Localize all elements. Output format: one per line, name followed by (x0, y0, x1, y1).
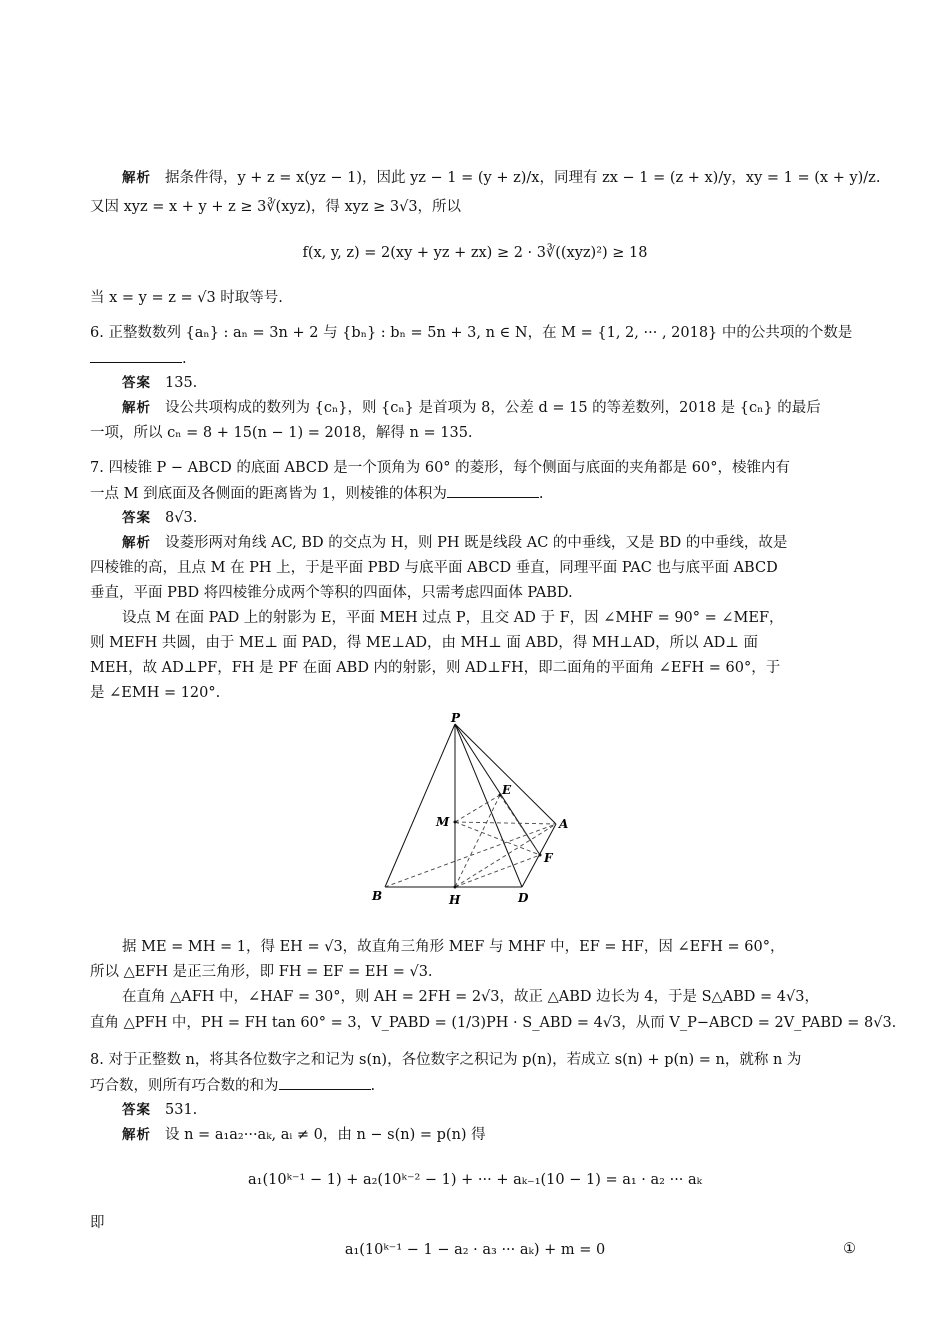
q8-ji: 即 (90, 1215, 105, 1231)
q7-solution-line-2: 四棱锥的高，且点 M 在 PH 上，于是平面 PBD 与底平面 ABCD 垂直，同理平面 PAC 也与底平面 ABCD (90, 560, 778, 576)
p5-solution-line-1 (122, 168, 880, 188)
q7-question-text: 一点 M 到底面及各侧面的距离皆为 1，则棱锥的体积为 (90, 486, 447, 502)
label-E: E (502, 783, 512, 797)
q8-question-text: 巧合数，则所有巧合数的和为 (90, 1078, 279, 1094)
answer-tag: 答案 (122, 510, 151, 526)
q8-question-line-2 (90, 1075, 375, 1096)
answer-blank (279, 1075, 371, 1090)
edge-MA (455, 822, 556, 824)
solution-tag: 解析 (122, 400, 151, 416)
q7-solution-line-11: 直角 △PFH 中，PH = FH tan 60° = 3，V_PABD = (1/3)PH · S_ABD = 4√3，从而 V_P−ABCD = 2V_PABD = 8√3. (90, 1015, 897, 1031)
q6-question-line-2 (90, 348, 187, 369)
edge-HF (455, 855, 540, 887)
solution-tag: 解析 (122, 170, 151, 186)
q7-solution-text: 设菱形两对角线 AC, BD 的交点为 H，则 PH 既是线段 AC 的中垂线，又是 BD 的中垂线，故是 (165, 535, 788, 551)
q6-solution-line-1 (122, 398, 821, 418)
q8-display-equation-2: a₁(10ᵏ⁻¹ − 1 − a₂ · a₃ ··· aₖ) + m = 0 (344, 1242, 606, 1258)
p5-solution-text: 据条件得，y + z = x(yz − 1)，因此 yz − 1 = (y + z)/x，同理有 zx − 1 = (z + x)/y，xy = 1 = (x + y)/z. (165, 170, 881, 186)
q7-solution-line-7: 是 ∠EMH = 120°. (90, 685, 221, 701)
p5-display-equation: f(x, y, z) = 2(xy + yz + zx) ≥ 2 · 3∛((xyz)²) ≥ 18 (302, 245, 648, 261)
q6-answer (122, 373, 197, 393)
q7-solution-line-6: MEH，故 AD⊥PF，FH 是 PF 在面 ABD 内的射影，则 AD⊥FH，即二面角的平面角 ∠EFH = 60°，于 (90, 660, 781, 676)
q7-solution-line-4: 设点 M 在面 PAD 上的射影为 E，平面 MEH 过点 P，且交 AD 于 F，因 ∠MHF = 90° = ∠MEF， (122, 610, 784, 626)
label-F: F (544, 851, 553, 865)
answer-tag: 答案 (122, 1102, 151, 1118)
answer-blank (90, 348, 182, 363)
point-H (454, 886, 457, 889)
q6-solution-line-2: 一项，所以 cₙ = 8 + 15(n − 1) = 2018，解得 n = 135. (90, 425, 473, 441)
q6-solution-text: 设公共项构成的数列为 {cₙ}，则 {cₙ} 是首项为 8，公差 d = 15 的等差数列，2018 是 {cₙ} 的最后 (165, 400, 821, 416)
q8-question-line-1: 8. 对于正整数 n，将其各位数字之和记为 s(n)，各位数字之积记为 p(n)，若成立 s(n) + p(n) = n，就称 n 为 (90, 1052, 802, 1068)
edge-PA (455, 724, 556, 824)
q8-answer (122, 1100, 197, 1120)
solution-tag: 解析 (122, 535, 151, 551)
edge-EH (455, 795, 500, 887)
q8-display-equation-1: a₁(10ᵏ⁻¹ − 1) + a₂(10ᵏ⁻² − 1) + ··· + aₖ₋₁(10 − 1) = a₁ · a₂ ··· aₖ (248, 1172, 702, 1188)
q8-answer-value: 531. (165, 1102, 198, 1118)
q7-solution-line-9: 所以 △EFH 是正三角形，即 FH = EF = EH = √3. (90, 964, 433, 980)
q7-answer (122, 508, 197, 528)
q7-question-line-2 (90, 483, 544, 504)
q7-solution-line-3: 垂直，平面 PBD 将四棱锥分成两个等积的四面体，只需考虑四面体 PABD. (90, 585, 573, 601)
p5-solution-line-2: 又因 xyz = x + y + z ≥ 3∛(xyz)，得 xyz ≥ 3√3，所以 (90, 199, 462, 215)
q6-period: . (182, 351, 187, 367)
answer-tag: 答案 (122, 375, 151, 391)
edge-PD (455, 724, 522, 887)
pyramid-figure (360, 705, 580, 910)
q6-question-line-1: 6. 正整数数列 {aₙ} : aₙ = 3n + 2 与 {bₙ} : bₙ = 5n + 3, n ∈ N，在 M = {1, 2, ··· , 2018} 中的公共项的个数是 (90, 325, 853, 341)
answer-blank (447, 483, 539, 498)
q8-solution-text: 设 n = a₁a₂···aₖ, aᵢ ≠ 0，由 n − s(n) = p(n) 得 (165, 1127, 486, 1143)
label-B: B (372, 889, 383, 903)
solution-tag: 解析 (122, 1127, 151, 1143)
q6-answer-value: 135. (165, 375, 198, 391)
q7-solution-line-8: 据 ME = MH = 1，得 EH = √3，故直角三角形 MEF 与 MHF 中，EF = HF，因 ∠EFH = 60°， (122, 939, 785, 955)
q8-period: . (370, 1078, 376, 1094)
point-F (539, 854, 542, 857)
edge-PF (455, 724, 540, 855)
edge-BA (385, 824, 556, 887)
q7-period: . (538, 486, 544, 502)
q7-solution-line-10: 在直角 △AFH 中，∠HAF = 30°，则 AH = 2FH = 2√3，故正 △ABD 边长为 4，于是 S△ABD = 4√3， (122, 989, 819, 1005)
q7-answer-value: 8√3. (165, 510, 198, 526)
label-D: D (518, 891, 529, 905)
q7-question-line-1: 7. 四棱锥 P − ABCD 的底面 ABCD 是一个顶角为 60° 的菱形，每个侧面与底面的夹角都是 60°，棱锥内有 (90, 460, 790, 476)
point-M (454, 821, 457, 824)
equation-number: ① (843, 1241, 856, 1257)
p5-solution-line-3: 当 x = y = z = √3 时取等号. (90, 290, 283, 306)
q8-solution-line-1 (122, 1125, 486, 1145)
edge-PB (385, 724, 455, 887)
label-P: P (451, 711, 461, 725)
label-H: H (449, 893, 461, 907)
label-M: M (436, 815, 450, 829)
q7-solution-line-5: 则 MEFH 共圆，由于 ME⊥ 面 PAD，得 ME⊥AD，由 MH⊥ 面 ABD，得 MH⊥AD，所以 AD⊥ 面 (90, 635, 759, 651)
q7-solution-line-1 (122, 533, 787, 553)
label-A: A (559, 817, 569, 831)
